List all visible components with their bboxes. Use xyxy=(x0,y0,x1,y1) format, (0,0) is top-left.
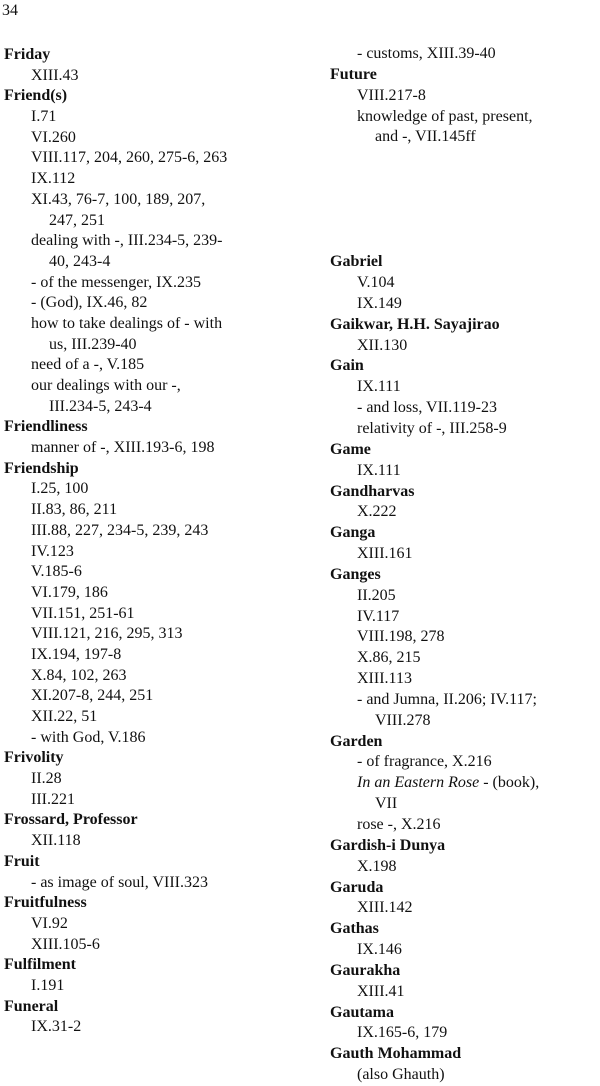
index-subentry: X.84, 102, 263 xyxy=(31,666,127,684)
index-subentry: VIII.117, 204, 260, 275-6, 263 xyxy=(31,149,228,167)
index-heading: Gabriel xyxy=(330,253,383,271)
index-subentry: VIII.121, 216, 295, 313 xyxy=(31,625,183,643)
index-subentry: XIII.142 xyxy=(357,899,413,917)
index-continuation: VII xyxy=(375,795,398,813)
index-heading: Friendship xyxy=(4,459,79,477)
index-subentry-text: - (book), xyxy=(479,774,540,792)
letter-section-gap xyxy=(330,148,598,252)
index-subentry: - as image of soul, VIII.323 xyxy=(31,873,208,891)
index-subentry: VIII.198, 278 xyxy=(357,628,445,646)
index-subentry: - with God, V.186 xyxy=(31,728,146,746)
index-subentry: I.71 xyxy=(31,108,57,126)
index-subentry: relativity of -, III.258-9 xyxy=(357,419,507,437)
index-subentry: I.25, 100 xyxy=(31,480,89,498)
index-heading: Gaurakha xyxy=(330,961,401,979)
index-subentry: II.83, 86, 211 xyxy=(31,501,118,519)
index-continuation: 247, 251 xyxy=(49,211,105,229)
index-heading: Future xyxy=(330,65,377,83)
index-continuation: us, III.239-40 xyxy=(49,335,137,353)
index-subentry: - (God), IX.46, 82 xyxy=(31,294,148,312)
index-heading: Gaikwar, H.H. Sayajirao xyxy=(330,315,500,333)
index-heading: Frossard, Professor xyxy=(4,811,138,829)
index-continuation: and -, VII.145ff xyxy=(375,128,476,146)
index-subentry: - and Jumna, II.206; IV.117; xyxy=(357,690,537,708)
index-subentry: II.205 xyxy=(357,586,396,604)
index-subentry: V.104 xyxy=(357,274,395,292)
index-heading: Gathas xyxy=(330,920,379,938)
index-subentry: - and loss, VII.119-23 xyxy=(357,399,497,417)
index-subentry: XIII.43 xyxy=(31,66,79,84)
index-subentry: knowledge of past, present, xyxy=(357,107,533,125)
index-subentry: III.88, 227, 234-5, 239, 243 xyxy=(31,521,209,539)
index-subentry: I.191 xyxy=(31,976,65,994)
index-heading: Gandharvas xyxy=(330,482,415,500)
index-subentry: XI.43, 76-7, 100, 189, 207, xyxy=(31,190,206,208)
index-heading: Gautama xyxy=(330,1003,394,1021)
index-subentry: XIII.161 xyxy=(357,545,413,563)
index-subentry: XII.130 xyxy=(357,336,408,354)
index-subentry: XII.22, 51 xyxy=(31,708,98,725)
index-subentry: IX.149 xyxy=(357,294,402,312)
index-subentry: VIII.217-8 xyxy=(357,86,426,104)
index-heading: Garuda xyxy=(330,878,384,896)
index-heading: Fulfilment xyxy=(4,956,76,974)
index-subentry: V.185-6 xyxy=(31,563,82,581)
index-subentry: VI.92 xyxy=(31,914,68,932)
index-subentry: IX.146 xyxy=(357,941,402,959)
index-subentry: dealing with -, III.234-5, 239- xyxy=(31,232,223,250)
index-subentry: need of a -, V.185 xyxy=(31,356,145,374)
index-subentry: IX.194, 197-8 xyxy=(31,645,122,663)
index-subentry: XIII.41 xyxy=(357,982,405,1000)
index-subentry: X.86, 215 xyxy=(357,649,421,667)
index-continuation: VIII.278 xyxy=(375,711,431,729)
index-heading: Funeral xyxy=(4,997,59,1015)
index-heading: Gain xyxy=(330,357,364,375)
book-title: In an Eastern Rose xyxy=(357,774,480,792)
index-heading: Frivolity xyxy=(4,749,64,767)
index-subentry: XIII.113 xyxy=(357,670,412,688)
index-subentry: IX.112 xyxy=(31,170,76,188)
index-subentry: (also Ghauth) xyxy=(357,1066,445,1084)
index-subentry: XIII.105-6 xyxy=(31,935,100,953)
index-heading: Fruit xyxy=(4,852,40,870)
index-heading: Gauth Mohammad xyxy=(330,1045,462,1063)
index-subentry: X.222 xyxy=(357,503,397,521)
index-subentry: manner of -, XIII.193-6, 198 xyxy=(31,439,215,457)
index-column-right xyxy=(330,44,598,1086)
index-subentry: our dealings with our -, xyxy=(31,377,181,394)
index-subentry: IX.111 xyxy=(357,378,401,396)
index-subentry: III.221 xyxy=(31,790,75,808)
index-subentry: X.198 xyxy=(357,857,397,875)
index-subentry: XII.118 xyxy=(31,832,81,850)
index-subentry: IX.165-6, 179 xyxy=(357,1024,448,1042)
index-heading: Fruitfulness xyxy=(4,894,87,912)
index-continuation: III.234-5, 243-4 xyxy=(49,397,152,415)
index-subentry: IX.111 xyxy=(357,461,401,479)
index-heading: Garden xyxy=(330,732,383,750)
index-column-left xyxy=(4,45,304,1038)
index-heading: Friendliness xyxy=(4,418,88,436)
index-subentry: VI.179, 186 xyxy=(31,583,108,601)
page-number: 34 xyxy=(2,2,18,19)
index-subentry: - of the messenger, IX.235 xyxy=(31,273,201,291)
index-subentry xyxy=(330,773,598,794)
index-heading: Friday xyxy=(4,46,51,63)
index-subentry: VI.260 xyxy=(31,128,76,146)
index-subentry: - of fragrance, X.216 xyxy=(357,753,492,771)
index-subentry: II.28 xyxy=(31,770,62,788)
index-subentry: IV.117 xyxy=(357,607,400,625)
index-subentry: rose -, X.216 xyxy=(357,816,441,833)
index-subentry: - customs, XIII.39-40 xyxy=(357,45,496,62)
index-subentry: IX.31-2 xyxy=(31,1018,82,1036)
index-subentry: VII.151, 251-61 xyxy=(31,604,135,622)
index-heading: Friend(s) xyxy=(4,87,68,105)
index-heading: Ganges xyxy=(330,565,381,583)
index-subentry: how to take dealings of - with xyxy=(31,314,223,332)
index-heading: Ganga xyxy=(330,524,376,542)
index-subentry: IV.123 xyxy=(31,542,74,560)
index-subentry: XI.207-8, 244, 251 xyxy=(31,687,154,705)
index-continuation: 40, 243-4 xyxy=(49,252,111,270)
index-heading: Gardish-i Dunya xyxy=(330,836,446,854)
index-heading: Game xyxy=(330,440,371,458)
